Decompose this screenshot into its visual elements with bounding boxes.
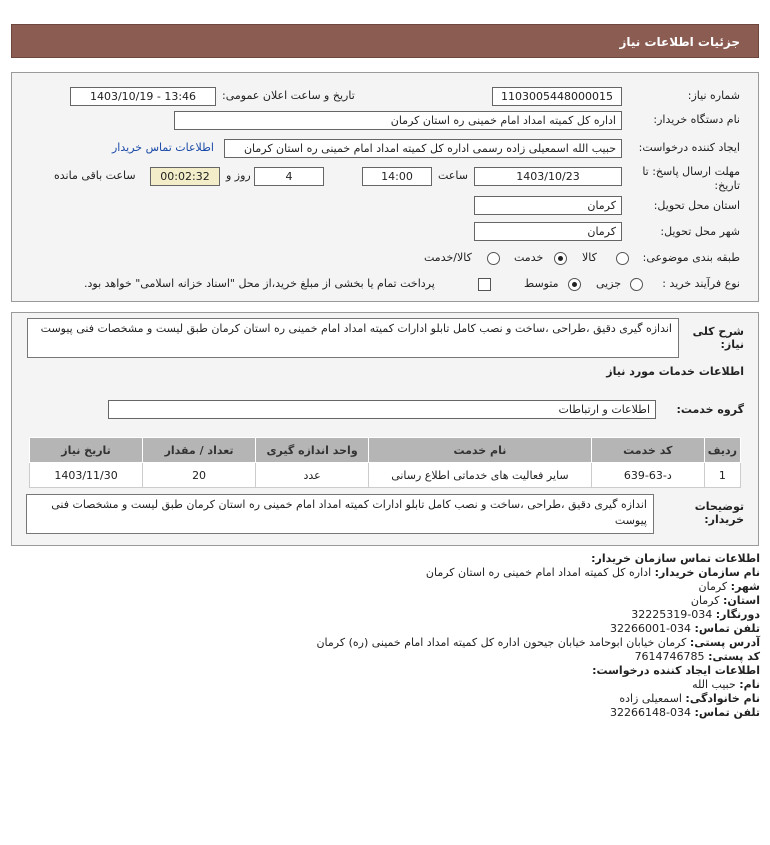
- need-details-panel: [11, 72, 759, 302]
- treasury-payment-note: پرداخت تمام یا بخشی از مبلغ خرید،از محل "اسناد خزانه اسلامی" خواهد بود.: [84, 277, 435, 290]
- announce-field: 1403/10/19 - 13:46: [70, 87, 216, 106]
- col-code-header: کد خدمت: [591, 438, 704, 463]
- summary-text: اندازه گیری دقیق ،طراحی ،ساخت و نصب کامل تابلو ادارات کمیته امداد امام خمینی ره استان کرمان طبق لیست و مشخصات فنی پیوست: [27, 318, 679, 358]
- services-table: [29, 437, 741, 488]
- col-row-header: ردیف: [704, 438, 740, 463]
- cell-qty: 20: [143, 463, 256, 488]
- city-label: شهر محل تحویل:: [660, 225, 740, 238]
- category-radio-service[interactable]: [554, 252, 567, 265]
- creator-last-name: نام خانوادگی: اسمعیلی زاده: [619, 692, 760, 705]
- contact-fax: دورنگار: 034-32225319: [631, 608, 760, 621]
- contact-postal: کد پستی: 7614746785: [634, 650, 760, 663]
- service-group-field: اطلاعات و ارتباطات: [108, 400, 656, 419]
- cell-unit: عدد: [256, 463, 369, 488]
- creator-field: حبیب الله اسمعیلی زاده رسمی اداره کل کمیته امداد امام خمینی ره استان کرمان: [224, 139, 622, 158]
- cell-row: 1: [704, 463, 740, 488]
- deadline-date-field: 1403/10/23: [474, 167, 622, 186]
- contact-org: نام سازمان خریدار: اداره کل کمیته امداد امام خمینی ره استان کرمان: [425, 566, 760, 579]
- cell-code: د-63-639: [591, 463, 704, 488]
- province-field: کرمان: [474, 196, 622, 215]
- buyer-notes-text: اندازه گیری دقیق ،طراحی ،ساخت و نصب کامل تابلو ادارات کمیته امداد امام خمینی ره استان کرمان طبق لیست و مشخصات فنی پیوست: [26, 494, 654, 534]
- contact-title: اطلاعات تماس سازمان خریدار:: [591, 552, 760, 565]
- category-option-service: خدمت: [514, 251, 544, 264]
- category-label: طبقه بندی موضوعی:: [642, 251, 740, 264]
- buyer-contact-link[interactable]: اطلاعات تماس خریدار: [112, 141, 214, 154]
- remaining-time-label: ساعت باقی مانده: [54, 169, 136, 182]
- creator-title: اطلاعات ایجاد کننده درخواست:: [592, 664, 760, 677]
- col-unit-header: واحد اندازه گیری: [256, 438, 369, 463]
- table-row: [30, 463, 741, 488]
- cell-date: 1403/11/30: [30, 463, 143, 488]
- process-radio-minor[interactable]: [630, 278, 643, 291]
- page-header: [11, 24, 759, 58]
- category-option-goods-service: کالا/خدمت: [424, 251, 472, 264]
- need-number-label: شماره نیاز:: [687, 89, 740, 102]
- buyer-org-field: اداره کل کمیته امداد امام خمینی ره استان کرمان: [174, 111, 622, 130]
- col-date-header: تاریخ نیاز: [30, 438, 143, 463]
- col-name-header: نام خدمت: [369, 438, 592, 463]
- city-field: کرمان: [474, 222, 622, 241]
- process-option-minor: جزیی: [596, 277, 622, 290]
- deadline-time-field: 14:00: [362, 167, 432, 186]
- need-number-field: 1103005448000015: [492, 87, 622, 106]
- treasury-payment-checkbox[interactable]: [478, 278, 491, 291]
- process-option-medium: متوسط: [524, 277, 559, 290]
- days-field: 4: [254, 167, 324, 186]
- contact-phone: تلفن تماس: 034-32266001: [610, 622, 760, 635]
- buyer-notes-label: توضیحات خریدار:: [694, 500, 744, 526]
- cell-name: سایر فعالیت های خدماتی اطلاع رسانی: [369, 463, 592, 488]
- contact-address: آدرس پستی: کرمان خیابان ابوحامد خیابان جیحون اداره کل کمیته امداد امام خمینی (ره) کرمان: [316, 636, 760, 649]
- announce-label: تاریخ و ساعت اعلان عمومی:: [222, 89, 355, 102]
- days-label: روز و: [226, 169, 251, 182]
- deadline-label-line2: تاریخ:: [714, 179, 740, 192]
- deadline-label-line1: مهلت ارسال پاسخ: تا: [642, 165, 740, 178]
- summary-label: شرح کلی نیاز:: [692, 325, 744, 351]
- category-option-goods: کالا: [582, 251, 597, 264]
- category-radio-goods-service[interactable]: [487, 252, 500, 265]
- process-label: نوع فرآیند خرید :: [662, 277, 740, 290]
- creator-phone: تلفن تماس: 034-32266148: [610, 706, 760, 719]
- col-qty-header: تعداد / مقدار: [143, 438, 256, 463]
- service-group-label: گروه خدمت:: [676, 403, 744, 416]
- creator-first-name: نام: حبیب الله: [692, 678, 760, 691]
- page-title: جزئیات اطلاعات نیاز: [619, 35, 740, 49]
- deadline-time-label: ساعت: [438, 169, 468, 182]
- category-radio-goods[interactable]: [616, 252, 629, 265]
- buyer-org-label: نام دستگاه خریدار:: [653, 113, 740, 126]
- contact-city: شهر: کرمان: [698, 580, 760, 593]
- province-label: استان محل تحویل:: [653, 199, 740, 212]
- creator-label: ایجاد کننده درخواست:: [638, 141, 740, 154]
- contact-province: استان: کرمان: [690, 594, 760, 607]
- process-radio-medium[interactable]: [568, 278, 581, 291]
- services-section-title: اطلاعات خدمات مورد نیاز: [606, 365, 744, 378]
- table-header-row: [30, 438, 741, 463]
- remaining-time-field: 00:02:32: [150, 167, 220, 186]
